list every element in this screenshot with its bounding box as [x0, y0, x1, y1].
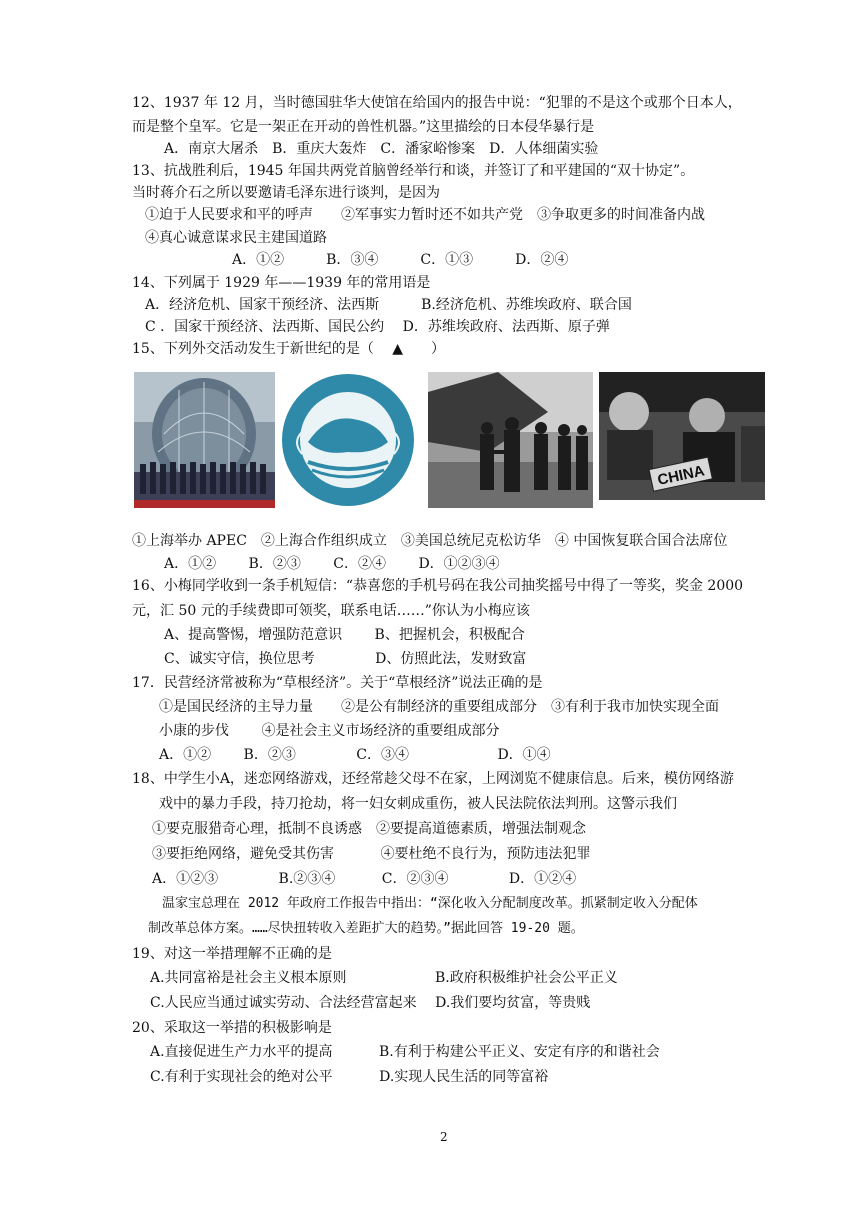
q12-options: A．南京大屠杀 B．重庆大轰炸 C．潘家峪惨案 D．人体细菌实验	[164, 141, 599, 157]
q17-items-line1: ①是国民经济的主导力量 ②是公有制经济的重要组成部分 ③有利于我市加快实现全面	[159, 699, 719, 715]
q16-options-line2: C、诚实守信，换位思考 D、仿照此法，发财致富	[164, 651, 527, 667]
q16-options-line1: A、提高警惕，增强防范意识 B、把握机会，积极配合	[164, 627, 525, 643]
q16-stem-line2: 元，汇 50 元的手续费即可领奖，联系电话……”你认为小梅应该	[132, 603, 530, 619]
q15-stem: 15、下列外交活动发生于新世纪的是（ ▲ ）	[132, 341, 446, 357]
q17-stem: 17．民营经济常被称为“草根经济”。关于“草根经济”说法正确的是	[132, 675, 543, 691]
q13-items-line2: ④真心诚意谋求民主建国道路	[145, 230, 327, 246]
china-sign-text: CHINA	[656, 462, 707, 489]
q17-items-line2: 小康的步伐 ④是社会主义市场经济的重要组成部分	[159, 723, 500, 739]
page-number: 2	[440, 1130, 448, 1144]
q13-options: A．①② B．③④ C．①③ D．②④	[232, 252, 569, 268]
q18-stem-line1: 18、中学生小A，迷恋网络游戏，还经常趁父母不在家，上网浏览不健康信息。后来，模仿网络游	[132, 771, 734, 787]
q15-items: ①上海举办 APEC ②上海合作组织成立 ③美国总统尼克松访华 ④ 中国恢复联合国合法席位	[132, 533, 728, 549]
q13-stem-line2: 当时蒋介石之所以要邀请毛泽东进行谈判，是因为	[132, 185, 440, 201]
q19-options-line1: A.共同富裕是社会主义根本原则 B.政府积极维护社会公平正义	[150, 970, 618, 986]
q18-items-line1: ①要克服猎奇心理，抵制不良诱惑 ②要提高道德素质，增强法制观念	[152, 821, 586, 837]
q20-options-line1: A.直接促进生产力水平的提高 B.有利于构建公平正义、安定有序的和谐社会	[150, 1044, 660, 1060]
q13-stem-line1: 13、抗战胜利后，1945 年国共两党首脑曾经举行和谈，并签订了和平建国的“双十协定”。	[132, 163, 695, 179]
q19-20-material-line1: 温家宝总理在 2012 年政府工作报告中指出：“深化收入分配制度改革。抓紧制定收入分配体	[162, 896, 698, 911]
q12-stem-line2: 而是整个皇军。它是一架正在开动的兽性机器。”这里描绘的日本侵华暴行是	[132, 119, 595, 135]
q15-options: A．①② B．②③ C．②④ D．①②③④	[164, 556, 500, 572]
q20-stem: 20、采取这一举措的积极影响是	[132, 1020, 332, 1036]
q19-stem: 19、对这一举措理解不正确的是	[132, 946, 332, 962]
apec-group-photo	[134, 372, 275, 508]
q12-stem-line1: 12、1937 年 12 月，当时德国驻华大使馆在给国内的报告中说：“犯罪的不是这个或那个日本人，	[132, 95, 742, 111]
nixon-visit-photo	[428, 372, 593, 508]
q14-stem: 14、下列属于 1929 年——1939 年的常用语是	[132, 275, 431, 291]
q18-items-line2: ③要拒绝网络，避免受其伤害 ④要杜绝不良行为，预防违法犯罪	[152, 846, 591, 862]
q18-options: A．①②③ B.②③④ C．②③④ D．①②④	[152, 871, 577, 887]
q20-options-line2: C.有利于实现社会的绝对公平 D.实现人民生活的同等富裕	[150, 1069, 549, 1085]
q14-options-line1: A．经济危机、国家干预经济、法西斯 B.经济危机、苏维埃政府、联合国	[145, 297, 632, 313]
q16-stem-line1: 16、小梅同学收到一条手机短信：“恭喜您的手机号码在我公司抽奖摇号中得了一等奖，奖金 2000	[132, 578, 744, 594]
q14-options-line2: C ．国家干预经济、法西斯、国民公约 D．苏维埃政府、法西斯、原子弹	[145, 319, 610, 335]
sco-logo	[278, 372, 418, 508]
q19-20-material-line2: 制改革总体方案。……尽快扭转收入差距扩大的趋势。”据此回答 19-20 题。	[148, 921, 584, 936]
q18-stem-line2: 戏中的暴力手段，持刀抢劫，将一妇女刺成重伤，被人民法院依法判刑。这警示我们	[159, 796, 677, 812]
q13-items-line1: ①迫于人民要求和平的呼声 ②军事实力暂时还不如共产党 ③争取更多的时间准备内战	[145, 207, 705, 223]
q19-options-line2: C.人民应当通过诚实劳动、合法经营富起来 D.我们要均贫富，等贵贱	[150, 995, 591, 1011]
china-un-seat-photo	[599, 372, 765, 500]
q17-options: A．①② B．②③ C．③④ D．①④	[159, 747, 551, 763]
